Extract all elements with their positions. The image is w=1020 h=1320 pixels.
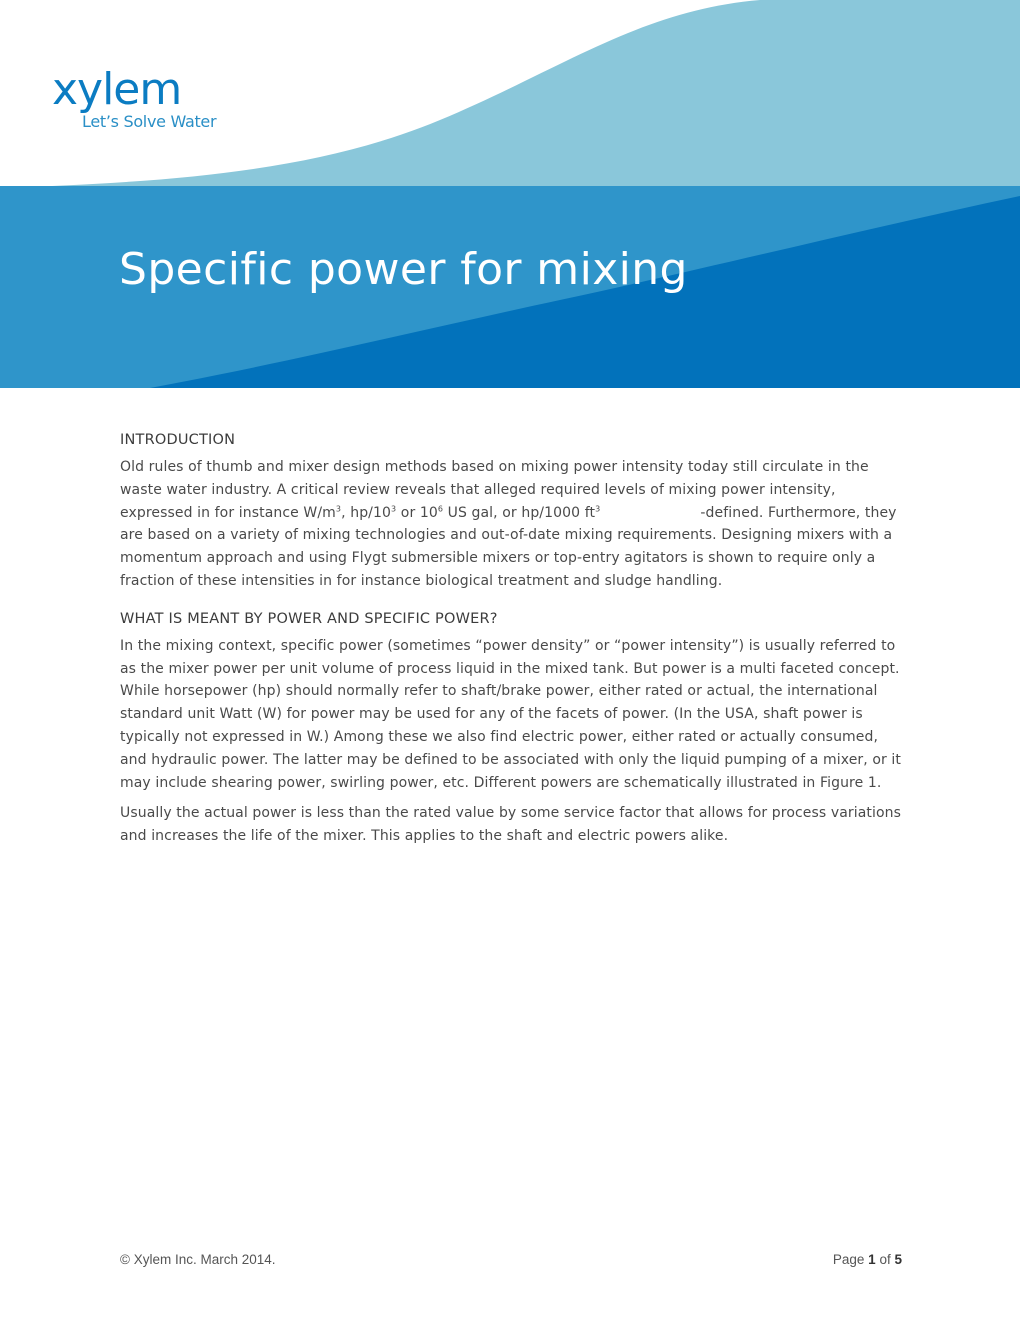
superscript: 3 (595, 503, 601, 513)
logo-wordmark: xylem (52, 64, 182, 115)
document-body (120, 428, 902, 856)
superscript: 3 (391, 503, 397, 513)
page-label: Page (832, 1252, 865, 1267)
superscript: 3 (335, 503, 342, 513)
page-total: 5 (894, 1252, 902, 1267)
superscript: 6 (437, 503, 444, 513)
xylem-logo (52, 66, 216, 131)
page-current: 1 (868, 1252, 876, 1267)
text-run: US gal, or hp/1000 ft (443, 504, 596, 521)
footer-copyright: © Xylem Inc. March 2014. (120, 1252, 276, 1267)
power-paragraph-2: Usually the actual power is less than the rated value by some service factor that allows for process variations and increases the life of the mixer. This applies to the shaft and electric powers alike. (120, 805, 902, 845)
page-footer (120, 1252, 902, 1272)
header-wave-banner (0, 0, 1020, 388)
power-paragraph-1: In the mixing context, specific power (sometimes “power density” or “power intensity”) is usually referred to as the mixer power per unit volume of process liquid in the mixed tank. But power is a multi faceted concept. While horsepower (hp) should normally refer to shaft/brake power, either rated or actual, the international standard unit Watt (W) for power may be used for any of the facets of power. (In the USA, shaft power is typically not expressed in W.) Among these we also find electric power, either rated or actually consumed, and hydraulic power. The latter may be defined to be associated with only the liquid pumping of a mixer, or it may include shearing power, swirling power, etc. Different powers are schematically illustrated in Figure 1. (120, 637, 902, 791)
page-of: of (879, 1252, 891, 1267)
text-run: , hp/10 (341, 504, 392, 521)
logo-tagline: Let’s Solve Water (82, 112, 217, 131)
page-title: Specific power for mixing (119, 244, 688, 295)
section-heading-introduction: INTRODUCTION (120, 432, 236, 448)
footer-page-number (833, 1252, 902, 1267)
section-heading-power: WHAT IS MEANT BY POWER AND SPECIFIC POWER? (120, 610, 498, 627)
text-run: Old rules of thumb and mixer design methods based on mixing power intensity today still circulate in the waste water industry. A critical review reveals that alleged required levels of mixing power intensity, expressed in for instance W/m (120, 459, 869, 521)
text-run: or 10 (396, 504, 438, 521)
introduction-paragraph (120, 456, 902, 593)
text-run: -defined. Furthermore, they are based on a variety of mixing technologies and out-of-date mixing requirements. Designing mixers with a momentum approach and using Flygt submersible mixers or top-entry agitators is shown to require only a fraction of these intensities in for instance biological treatment and sludge handling. (120, 504, 902, 589)
